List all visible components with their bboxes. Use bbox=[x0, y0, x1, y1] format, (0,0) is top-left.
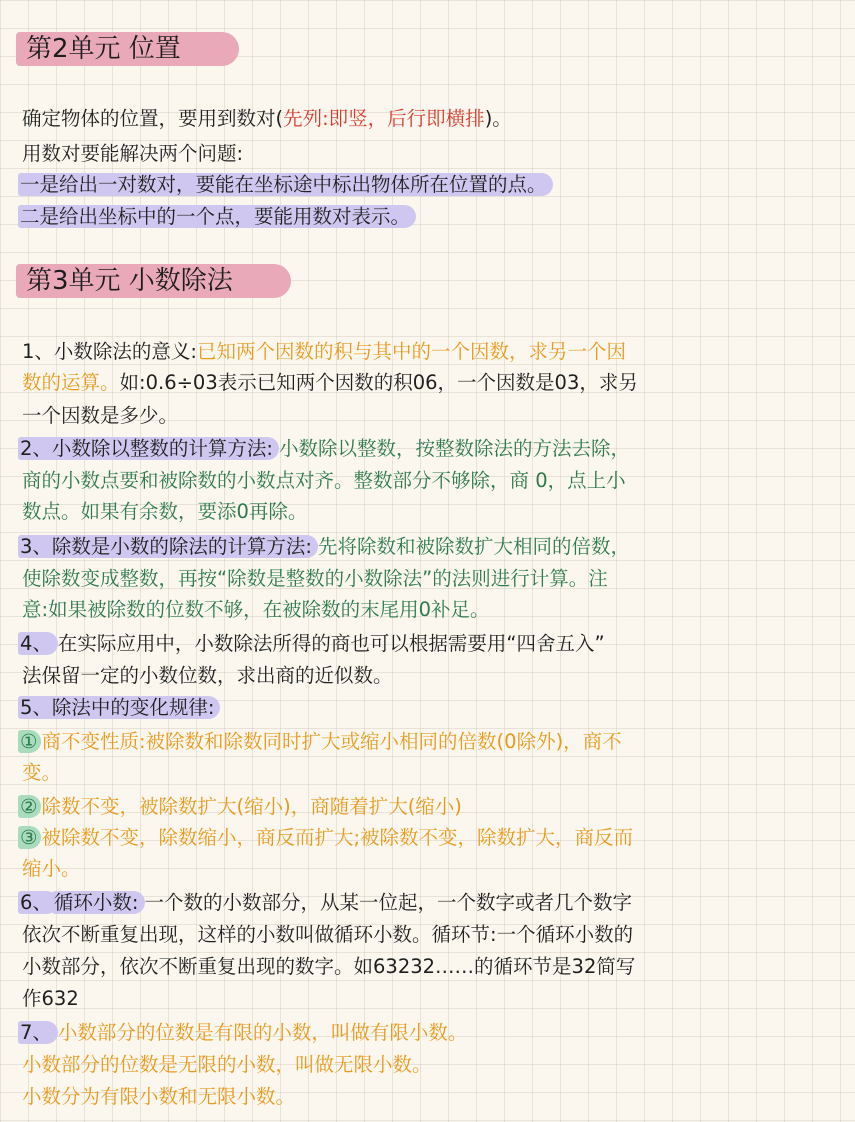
rule-1-text-a: 商不变性质:被除数和除数同时扩大或缩小相同的倍数(0除外)，商不 bbox=[41, 730, 622, 753]
point-6-text-a: 一个数的小数部分，从某一位起，一个数字或者几个数字 bbox=[144, 891, 633, 914]
point-7-line-a bbox=[22, 1018, 467, 1048]
point-5-line bbox=[22, 693, 220, 723]
point-2-line-c: 数点。如果有余数，要添0再除。 bbox=[22, 500, 308, 523]
point-6-line-b: 依次不断重复出现，这样的小数叫做循环小数。循环节:一个循环小数的 bbox=[22, 923, 634, 946]
point-3-label: 3、除数是小数的除法的计算方法: bbox=[18, 535, 318, 558]
point-7-text-a: 小数部分的位数是有限的小数，叫做有限小数。 bbox=[57, 1021, 468, 1044]
rule-2-number: ② bbox=[18, 795, 41, 818]
point-3-line-a bbox=[22, 532, 630, 562]
point-1-example: 如:0.6÷03表示已知两个因数的积06，一个因数是03，求另 bbox=[119, 371, 638, 394]
point-7-line-b: 小数部分的位数是无限的小数，叫做无限小数。 bbox=[22, 1053, 432, 1076]
point-5-label: 5、除法中的变化规律: bbox=[18, 696, 220, 719]
position-red-note: 先列:即竖，后行即横排 bbox=[283, 107, 485, 130]
section-2-line-3 bbox=[22, 170, 553, 200]
point-1-line-c: 一个因数是多少。 bbox=[22, 404, 179, 427]
point-4-text-a: 在实际应用中，小数除法所得的商也可以根据需要用“四舍五入” bbox=[57, 632, 605, 655]
point-3-line-b: 使除数变成整数，再按“除数是整数的小数除法”的法则进行计算。注 bbox=[22, 567, 608, 590]
position-text-end: )。 bbox=[484, 107, 512, 130]
point-3-text-a: 先将除数和被除数扩大相同的倍数， bbox=[317, 535, 630, 558]
point-6-line-c: 小数部分，依次不断重复出现的数字。如63232……的循环节是32简写 bbox=[22, 955, 636, 978]
rule-3-line-a bbox=[22, 823, 633, 853]
section-3-heading: 第3单元 小数除法 bbox=[16, 264, 291, 298]
rule-1-line-a bbox=[22, 727, 622, 757]
point-2-line-b: 商的小数点要和被除数的小数点对齐。整数部分不够除，商 0，点上小 bbox=[22, 469, 626, 492]
rule-3-number: ③ bbox=[18, 826, 41, 849]
point-4-label: 4、 bbox=[18, 632, 58, 655]
point-2-text-a: 小数除以整数，按整数除法的方法去除， bbox=[278, 437, 630, 460]
rule-2-text: 除数不变，被除数扩大(缩小)，商随着扩大(缩小) bbox=[41, 795, 462, 818]
section-2-line-4-text: 二是给出坐标中的一个点，要能用数对表示。 bbox=[18, 205, 416, 228]
rule-1-line-b: 变。 bbox=[22, 761, 62, 784]
point-6-line-a bbox=[22, 888, 632, 918]
point-7-line-c: 小数分为有限小数和无限小数。 bbox=[22, 1085, 296, 1108]
section-2-line-2: 用数对要能解决两个问题: bbox=[22, 142, 244, 165]
rule-1-number: ① bbox=[18, 730, 41, 753]
point-4-line-a bbox=[22, 629, 605, 659]
point-1-line-b bbox=[22, 368, 638, 398]
rule-3-line-b: 缩小。 bbox=[22, 857, 81, 880]
point-6-label: 6、 bbox=[18, 891, 58, 914]
point-6-line-d: 作632 bbox=[22, 987, 79, 1010]
point-4-line-b: 法保留一定的小数位数，求出商的近似数。 bbox=[22, 664, 393, 687]
position-text: 确定物体的位置，要用到数对( bbox=[22, 107, 284, 130]
rule-2-line bbox=[22, 792, 462, 822]
section-2-line-1 bbox=[22, 104, 512, 134]
point-3-line-c: 意:如果被除数的位数不够，在被除数的末尾用0补足。 bbox=[22, 598, 490, 621]
point-1-line-a bbox=[22, 337, 626, 367]
point-1-label: 1、小数除法的意义: bbox=[22, 340, 197, 363]
section-2-heading: 第2单元 位置 bbox=[16, 32, 239, 66]
point-2-label: 2、小数除以整数的计算方法: bbox=[18, 437, 279, 460]
point-2-line-a bbox=[22, 434, 630, 464]
rule-3-text-a: 被除数不变，除数缩小，商反而扩大;被除数不变，除数扩大，商反而 bbox=[41, 826, 634, 849]
point-7-label: 7、 bbox=[18, 1021, 58, 1044]
point-1-text-a: 已知两个因数的积与其中的一个因数，求另一个因 bbox=[196, 340, 626, 363]
section-2-line-4 bbox=[22, 202, 416, 232]
point-1-text-b: 数的运算。 bbox=[22, 371, 120, 394]
point-6-term: 循环小数: bbox=[52, 891, 145, 914]
section-2-line-3-text: 一是给出一对数对，要能在坐标途中标出物体所在位置的点。 bbox=[18, 173, 553, 196]
